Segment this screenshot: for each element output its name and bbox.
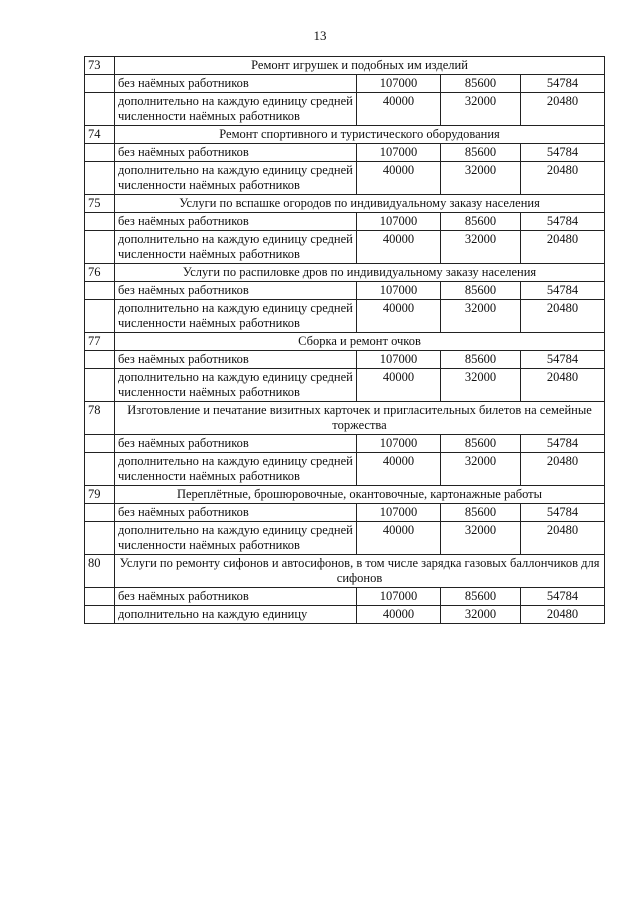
number-cell-empty xyxy=(85,213,115,231)
value-cell: 107000 xyxy=(357,504,441,522)
number-cell-empty xyxy=(85,351,115,369)
table-row xyxy=(85,522,605,555)
value-cell: 32000 xyxy=(441,93,521,126)
table-row xyxy=(85,144,605,162)
number-cell-empty xyxy=(85,606,115,624)
value-cell: 54784 xyxy=(521,144,605,162)
value-cell: 40000 xyxy=(357,162,441,195)
number-cell-empty xyxy=(85,588,115,606)
value-cell: 40000 xyxy=(357,522,441,555)
value-cell: 107000 xyxy=(357,144,441,162)
number-cell-empty xyxy=(85,231,115,264)
value-cell: 40000 xyxy=(357,231,441,264)
number-cell-empty xyxy=(85,435,115,453)
table-row xyxy=(85,75,605,93)
number-cell-empty xyxy=(85,453,115,486)
table-row xyxy=(85,282,605,300)
section-number: 77 xyxy=(85,333,115,351)
value-cell: 32000 xyxy=(441,453,521,486)
number-cell-empty xyxy=(85,522,115,555)
row-label: дополнительно на каждую единицу средней численности наёмных работников xyxy=(115,231,357,264)
section-number: 75 xyxy=(85,195,115,213)
row-label: без наёмных работников xyxy=(115,282,357,300)
row-label: дополнительно на каждую единицу средней численности наёмных работников xyxy=(115,93,357,126)
value-cell: 32000 xyxy=(441,606,521,624)
value-cell: 107000 xyxy=(357,435,441,453)
row-label: дополнительно на каждую единицу xyxy=(115,606,357,624)
value-cell: 40000 xyxy=(357,369,441,402)
value-cell: 54784 xyxy=(521,282,605,300)
row-label: дополнительно на каждую единицу средней численности наёмных работников xyxy=(115,522,357,555)
value-cell: 20480 xyxy=(521,93,605,126)
section-title: Изготовление и печатание визитных карточек и пригласительных билетов на семейные торжества xyxy=(115,402,605,435)
table-row xyxy=(85,213,605,231)
value-cell: 40000 xyxy=(357,453,441,486)
section-title: Переплётные, брошюровочные, окантовочные, картонажные работы xyxy=(115,486,605,504)
row-label: без наёмных работников xyxy=(115,435,357,453)
table-row xyxy=(85,93,605,126)
section-title: Ремонт спортивного и туристического оборудования xyxy=(115,126,605,144)
row-label: дополнительно на каждую единицу средней численности наёмных работников xyxy=(115,300,357,333)
row-label: без наёмных работников xyxy=(115,75,357,93)
value-cell: 32000 xyxy=(441,369,521,402)
page-number: 13 xyxy=(313,28,327,43)
section-header-row xyxy=(85,126,605,144)
value-cell: 20480 xyxy=(521,369,605,402)
table-row xyxy=(85,369,605,402)
number-cell-empty xyxy=(85,162,115,195)
value-cell: 54784 xyxy=(521,213,605,231)
value-cell: 20480 xyxy=(521,606,605,624)
section-header-row xyxy=(85,486,605,504)
section-title: Услуги по ремонту сифонов и автосифонов, в том числе зарядка газовых баллончиков для сифонов xyxy=(115,555,605,588)
value-cell: 20480 xyxy=(521,231,605,264)
value-cell: 20480 xyxy=(521,453,605,486)
number-cell-empty xyxy=(85,282,115,300)
row-label: без наёмных работников xyxy=(115,351,357,369)
value-cell: 85600 xyxy=(441,435,521,453)
section-number: 80 xyxy=(85,555,115,588)
section-title: Ремонт игрушек и подобных им изделий xyxy=(115,57,605,75)
number-cell-empty xyxy=(85,300,115,333)
section-number: 76 xyxy=(85,264,115,282)
section-header-row xyxy=(85,333,605,351)
value-cell: 40000 xyxy=(357,606,441,624)
table-row xyxy=(85,435,605,453)
value-cell: 107000 xyxy=(357,75,441,93)
row-label: без наёмных работников xyxy=(115,588,357,606)
value-cell: 85600 xyxy=(441,351,521,369)
section-title: Сборка и ремонт очков xyxy=(115,333,605,351)
section-header-row xyxy=(85,402,605,435)
section-number: 79 xyxy=(85,486,115,504)
value-cell: 20480 xyxy=(521,300,605,333)
table-row xyxy=(85,453,605,486)
section-number: 74 xyxy=(85,126,115,144)
section-header-row xyxy=(85,57,605,75)
table-row xyxy=(85,351,605,369)
tariff-table-body xyxy=(85,57,605,624)
value-cell: 32000 xyxy=(441,231,521,264)
row-label: без наёмных работников xyxy=(115,144,357,162)
value-cell: 85600 xyxy=(441,504,521,522)
number-cell-empty xyxy=(85,369,115,402)
table-row xyxy=(85,231,605,264)
value-cell: 85600 xyxy=(441,75,521,93)
section-title: Услуги по вспашке огородов по индивидуальному заказу населения xyxy=(115,195,605,213)
number-cell-empty xyxy=(85,504,115,522)
number-cell-empty xyxy=(85,75,115,93)
row-label: дополнительно на каждую единицу средней численности наёмных работников xyxy=(115,162,357,195)
value-cell: 32000 xyxy=(441,162,521,195)
value-cell: 40000 xyxy=(357,93,441,126)
value-cell: 107000 xyxy=(357,351,441,369)
value-cell: 40000 xyxy=(357,300,441,333)
section-header-row xyxy=(85,195,605,213)
value-cell: 32000 xyxy=(441,300,521,333)
section-header-row xyxy=(85,555,605,588)
value-cell: 107000 xyxy=(357,213,441,231)
row-label: дополнительно на каждую единицу средней численности наёмных работников xyxy=(115,369,357,402)
row-label: без наёмных работников xyxy=(115,213,357,231)
row-label: дополнительно на каждую единицу средней численности наёмных работников xyxy=(115,453,357,486)
section-number: 73 xyxy=(85,57,115,75)
value-cell: 85600 xyxy=(441,282,521,300)
table-row xyxy=(85,606,605,624)
tariff-table xyxy=(84,56,605,624)
table-row xyxy=(85,162,605,195)
section-title: Услуги по распиловке дров по индивидуальному заказу населения xyxy=(115,264,605,282)
value-cell: 107000 xyxy=(357,588,441,606)
value-cell: 54784 xyxy=(521,588,605,606)
section-number: 78 xyxy=(85,402,115,435)
value-cell: 20480 xyxy=(521,162,605,195)
row-label: без наёмных работников xyxy=(115,504,357,522)
value-cell: 107000 xyxy=(357,282,441,300)
value-cell: 32000 xyxy=(441,522,521,555)
value-cell: 20480 xyxy=(521,522,605,555)
value-cell: 54784 xyxy=(521,351,605,369)
value-cell: 54784 xyxy=(521,504,605,522)
value-cell: 85600 xyxy=(441,588,521,606)
section-header-row xyxy=(85,264,605,282)
number-cell-empty xyxy=(85,144,115,162)
table-row xyxy=(85,588,605,606)
number-cell-empty xyxy=(85,93,115,126)
value-cell: 54784 xyxy=(521,435,605,453)
value-cell: 85600 xyxy=(441,144,521,162)
value-cell: 54784 xyxy=(521,75,605,93)
table-row xyxy=(85,504,605,522)
value-cell: 85600 xyxy=(441,213,521,231)
table-row xyxy=(85,300,605,333)
